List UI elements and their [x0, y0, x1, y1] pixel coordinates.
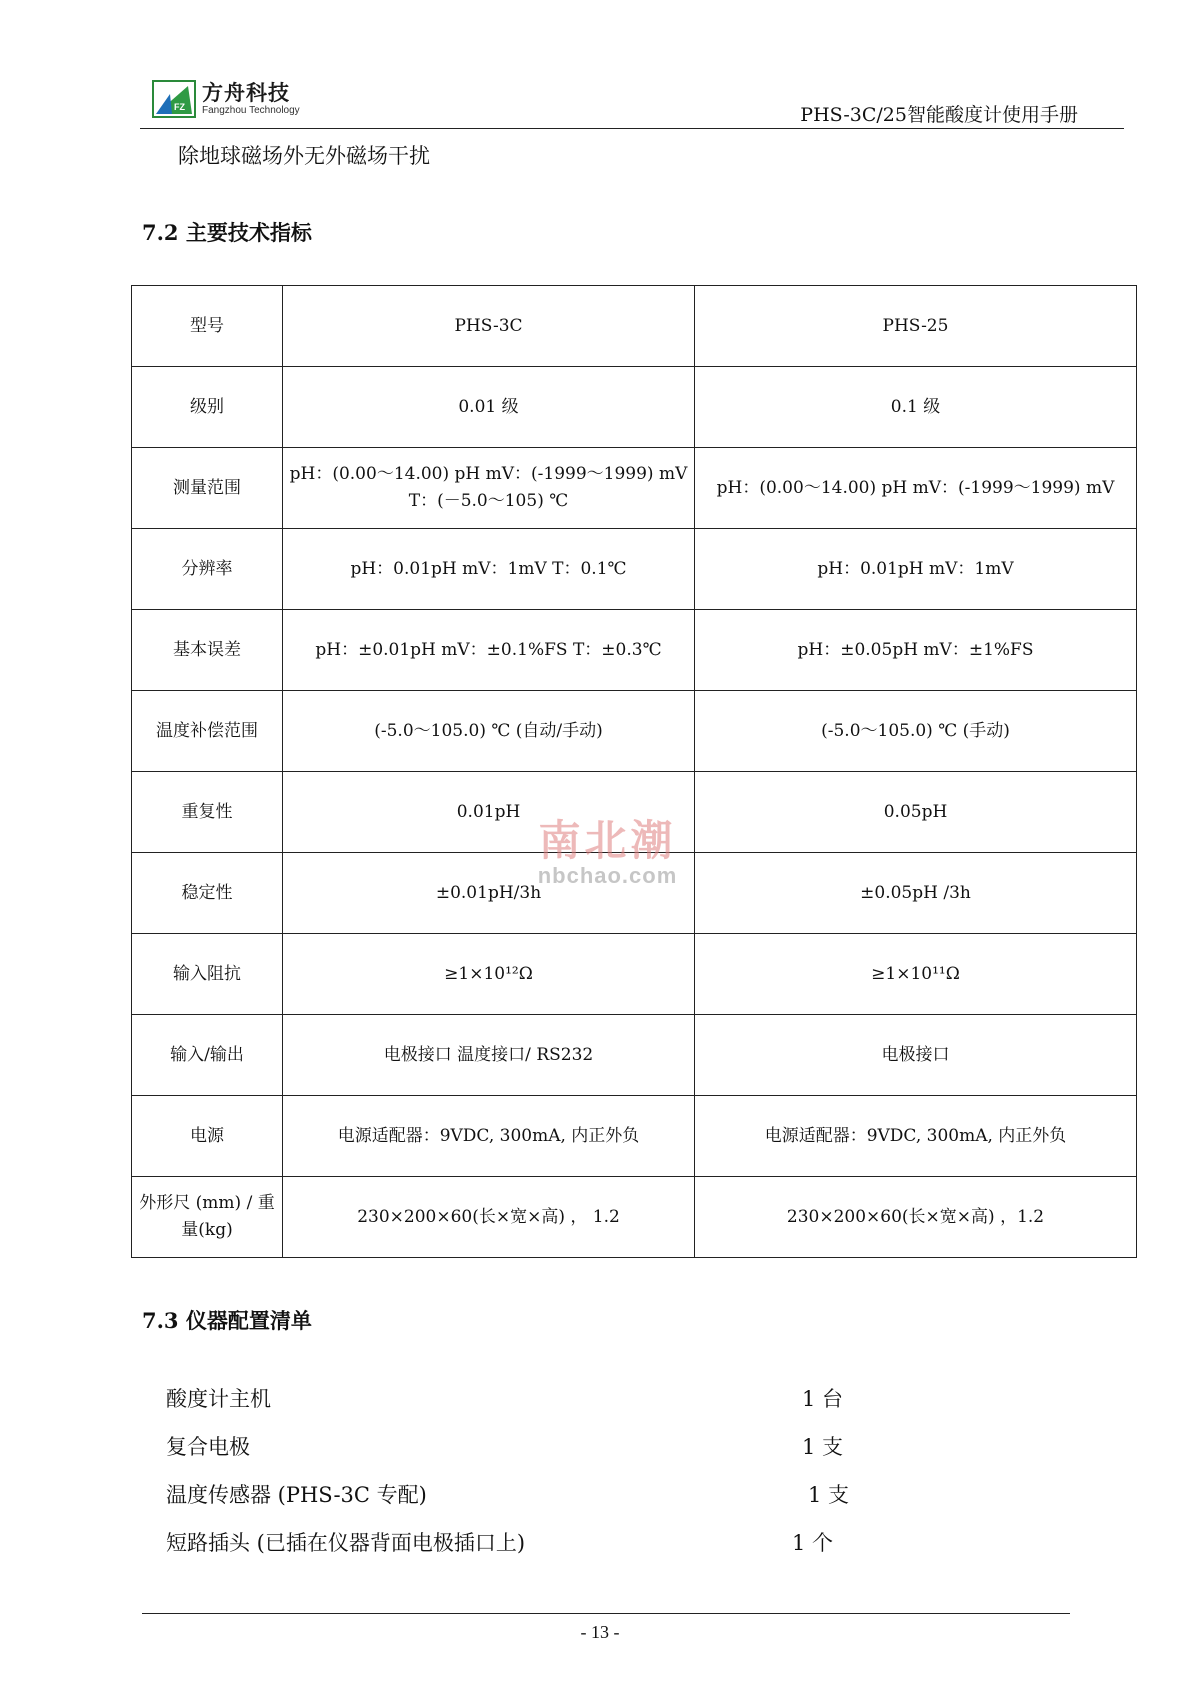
config-list-item — [166, 1383, 866, 1413]
phs3c-cell: 230×200×60(长×宽×高) ， 1.2 — [283, 1177, 695, 1258]
phs3c-cell: ≥1×10¹²Ω — [283, 934, 695, 1015]
table-row — [132, 367, 1137, 448]
row-label: 型号 — [132, 286, 283, 367]
row-label: 基本误差 — [132, 610, 283, 691]
phs3c-cell: (-5.0～105.0) ℃ (自动/手动) — [283, 691, 695, 772]
table-row — [132, 610, 1137, 691]
phs25-cell: pH：(0.00～14.00) pH mV：(-1999～1999) mV — [695, 448, 1137, 529]
phs3c-cell: ±0.01pH/3h — [283, 853, 695, 934]
row-label: 重复性 — [132, 772, 283, 853]
table-row — [132, 853, 1137, 934]
phs3c-cell: pH：0.01pH mV：1mV T：0.1℃ — [283, 529, 695, 610]
phs25-cell: ≥1×10¹¹Ω — [695, 934, 1137, 1015]
company-name-en: Fangzhou Technology — [202, 105, 300, 116]
phs3c-cell: pH：(0.00～14.00) pH mV：(-1999～1999) mV T：(－5.0～105) ℃ — [283, 448, 695, 529]
phs3c-cell: pH：±0.01pH mV：±0.1%FS T：±0.3℃ — [283, 610, 695, 691]
intro-text: 除地球磁场外无外磁场干扰 — [178, 144, 430, 168]
config-list-item — [166, 1527, 866, 1557]
phs3c-cell: 电极接口 温度接口/ RS232 — [283, 1015, 695, 1096]
config-list-item — [166, 1431, 866, 1461]
config-item-name: 温度传感器 (PHS-3C 专配) — [166, 1483, 427, 1507]
row-label: 分辨率 — [132, 529, 283, 610]
row-label: 测量范围 — [132, 448, 283, 529]
company-name-cn: 方舟科技 — [202, 81, 290, 105]
phs3c-cell: 电源适配器：9VDC, 300mA, 内正外负 — [283, 1096, 695, 1177]
config-item-name: 酸度计主机 — [166, 1387, 271, 1411]
fangzhou-logo-icon — [152, 80, 196, 118]
phs25-cell: ±0.05pH /3h — [695, 853, 1137, 934]
page-number: - 13 - — [580, 1622, 620, 1642]
row-label: 输入/输出 — [132, 1015, 283, 1096]
table-row — [132, 448, 1137, 529]
svg-text:FZ: FZ — [174, 102, 185, 112]
phs25-cell: 230×200×60(长×宽×高) ，1.2 — [695, 1177, 1137, 1258]
config-item-qty: 1 支 — [808, 1483, 850, 1507]
row-label: 级别 — [132, 367, 283, 448]
spec-table — [131, 285, 1137, 1258]
section-heading-7-2: 7.2 主要技术指标 — [142, 220, 312, 245]
row-label: 稳定性 — [132, 853, 283, 934]
config-item-name: 短路插头 (已插在仪器背面电极插口上) — [166, 1531, 526, 1555]
config-item-name: 复合电极 — [166, 1435, 250, 1459]
phs25-cell: 0.1 级 — [695, 367, 1137, 448]
phs3c-cell: 0.01pH — [283, 772, 695, 853]
row-label: 温度补偿范围 — [132, 691, 283, 772]
watermark-en: nbchao.com — [537, 863, 678, 888]
config-item-qty: 1 台 — [802, 1387, 844, 1411]
phs25-cell: PHS-25 — [695, 286, 1137, 367]
company-logo — [152, 80, 300, 118]
phs25-cell: 电源适配器：9VDC, 300mA, 内正外负 — [695, 1096, 1137, 1177]
table-row — [132, 1015, 1137, 1096]
config-item-qty: 1 支 — [802, 1435, 844, 1459]
phs25-cell: pH：0.01pH mV：1mV — [695, 529, 1137, 610]
phs3c-cell: 0.01 级 — [283, 367, 695, 448]
header-divider — [140, 128, 1124, 129]
row-label: 外形尺 (mm) / 重量(kg) — [132, 1177, 283, 1258]
phs25-cell: 电极接口 — [695, 1015, 1137, 1096]
table-row — [132, 772, 1137, 853]
config-item-qty: 1 个 — [792, 1531, 834, 1555]
config-list-item — [166, 1479, 866, 1509]
table-row — [132, 286, 1137, 367]
row-label: 电源 — [132, 1096, 283, 1177]
table-row — [132, 529, 1137, 610]
row-label: 输入阻抗 — [132, 934, 283, 1015]
phs3c-cell: PHS-3C — [283, 286, 695, 367]
table-row — [132, 1177, 1137, 1258]
footer-divider — [142, 1613, 1070, 1614]
manual-title: PHS-3C/25智能酸度计使用手册 — [800, 104, 1078, 126]
phs25-cell: (-5.0～105.0) ℃ (手动) — [695, 691, 1137, 772]
section-heading-7-3: 7.3 仪器配置清单 — [142, 1308, 312, 1333]
table-row — [132, 934, 1137, 1015]
table-row — [132, 1096, 1137, 1177]
watermark-cn: 南北潮 — [538, 816, 677, 865]
phs25-cell: pH：±0.05pH mV：±1%FS — [695, 610, 1137, 691]
phs25-cell: 0.05pH — [695, 772, 1137, 853]
table-row — [132, 691, 1137, 772]
